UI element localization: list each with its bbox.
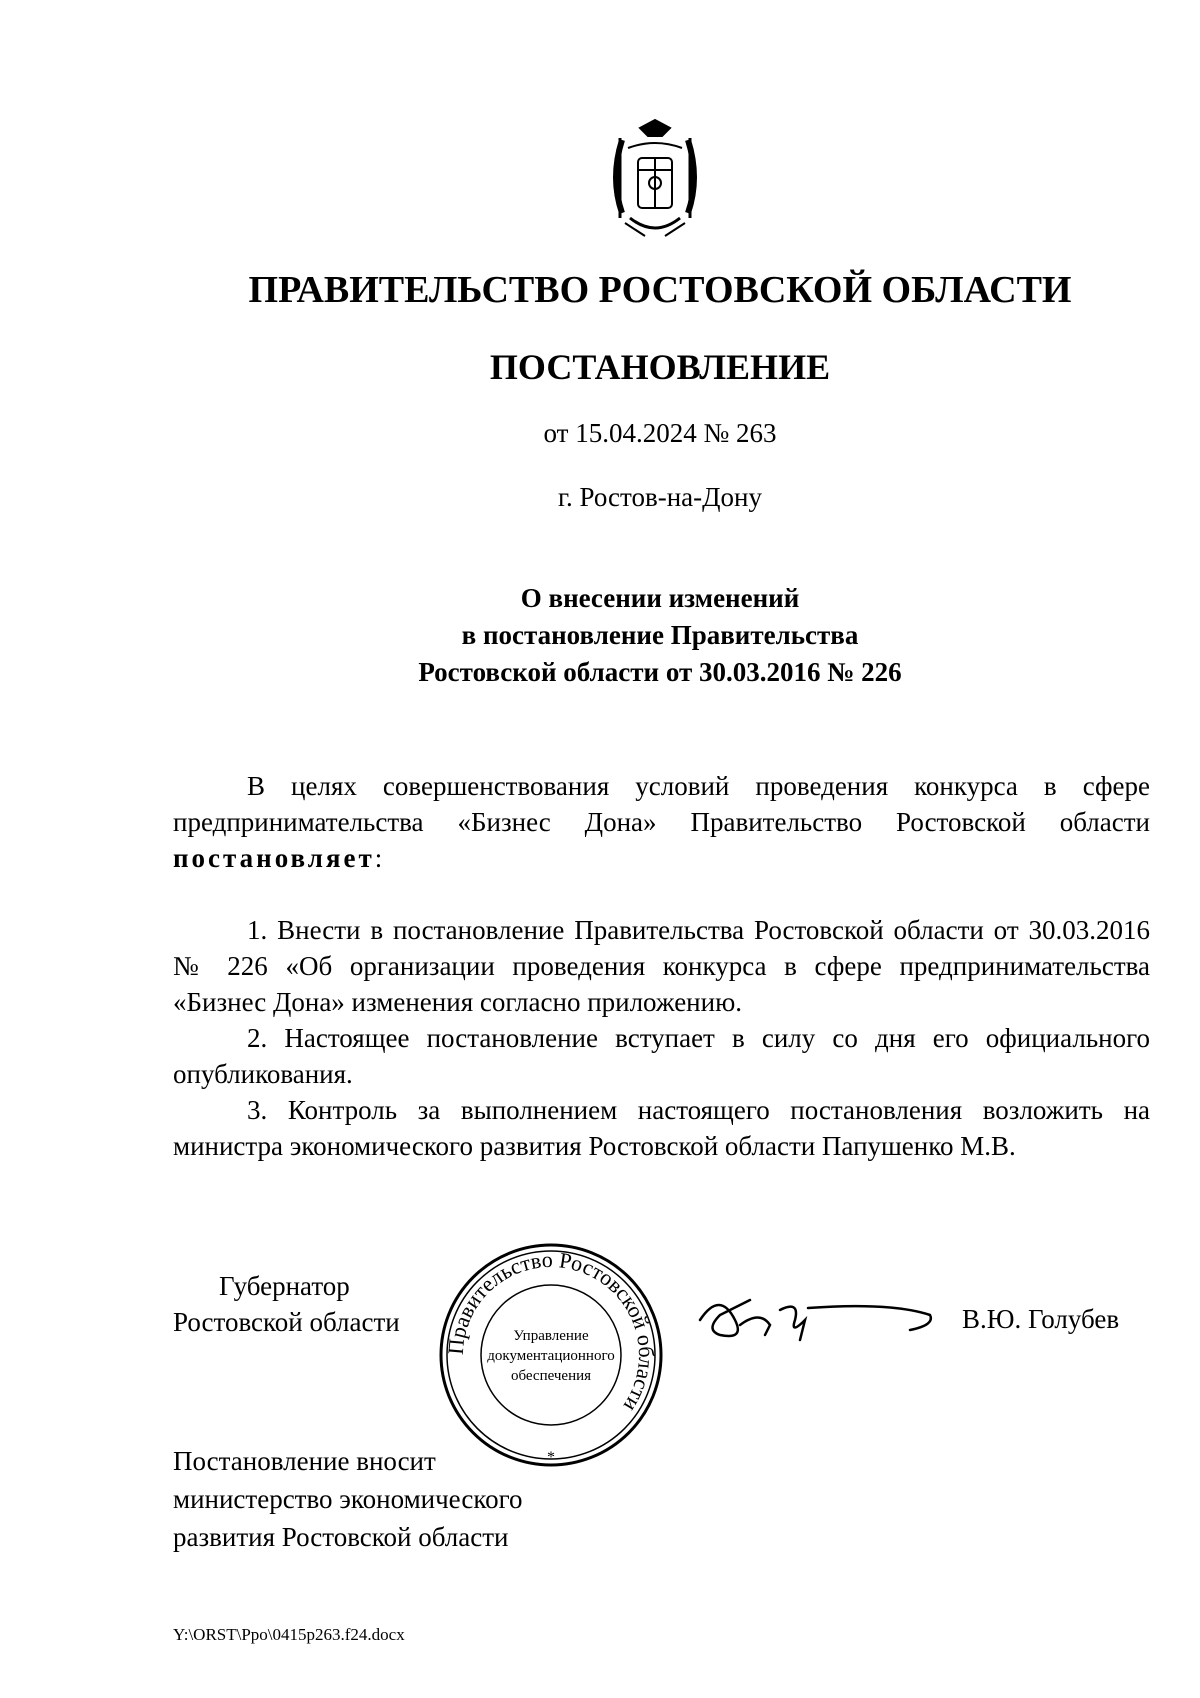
- preamble-colon: :: [374, 843, 383, 873]
- introducer-line: Постановление вносит: [173, 1446, 436, 1476]
- preamble: [173, 768, 1150, 876]
- decree-items: [173, 912, 1150, 1164]
- title-line: О внесении изменений: [520, 583, 800, 613]
- organization-heading: ПРАВИТЕЛЬСТВО РОСТОВСКОЙ ОБЛАСТИ: [248, 269, 1072, 311]
- title-line: в постановление Правительства: [461, 620, 859, 650]
- document-title: [0, 580, 1200, 691]
- preamble-paragraph: [173, 768, 1150, 876]
- decree-item: 1. Внести в постановление Правительства Ростовской области от 30.03.2016 № 226 «Об организации проведения конкурса в сфере предпринимательства «Бизнес Дона» изменения согласно приложению.: [173, 915, 1150, 1017]
- seal-center-line: документационного: [487, 1348, 615, 1364]
- introducing-body: [173, 1442, 522, 1556]
- document-type-heading: ПОСТАНОВЛЕНИЕ: [489, 347, 831, 387]
- preamble-keyword: постановляет: [173, 843, 375, 873]
- decree-item: 2. Настоящее постановление вступает в силу со дня его официального опубликования.: [173, 1023, 1150, 1089]
- preamble-text: В целях совершенствования условий проведения конкурса в сфере предпринимательства «Бизнес Дона» Правительство Ростовской области: [173, 771, 1150, 837]
- role-line: Губернатор: [219, 1271, 350, 1301]
- decree-item: 3. Контроль за выполнением настоящего постановления возложить на министра экономического развития Ростовской области Папушенко М.В.: [173, 1095, 1150, 1161]
- city: г. Ростов-на-Дону: [557, 482, 762, 512]
- seal-ring-text: Правительство Ростовской области: [442, 1246, 660, 1417]
- seal-center-line: Управление: [513, 1328, 589, 1344]
- seal-star: *: [547, 1449, 555, 1466]
- coat-of-arms-icon: [600, 118, 710, 248]
- introducer-line: развития Ростовской области: [173, 1522, 509, 1552]
- official-seal: [436, 1240, 666, 1470]
- signatory-role: [173, 1268, 400, 1340]
- seal-center-line: обеспечения: [510, 1368, 592, 1384]
- title-line: Ростовской области от 30.03.2016 № 226: [418, 657, 902, 687]
- signatory-name: В.Ю. Голубев: [962, 1304, 1120, 1334]
- file-path-footer: Y:\ORST\Ppo\0415p263.f24.docx: [173, 1625, 405, 1644]
- introducer-line: министерство экономического: [173, 1484, 523, 1514]
- role-line: Ростовской области: [173, 1307, 400, 1337]
- date-number: от 15.04.2024 № 263: [543, 418, 777, 448]
- handwritten-signature: [690, 1280, 940, 1360]
